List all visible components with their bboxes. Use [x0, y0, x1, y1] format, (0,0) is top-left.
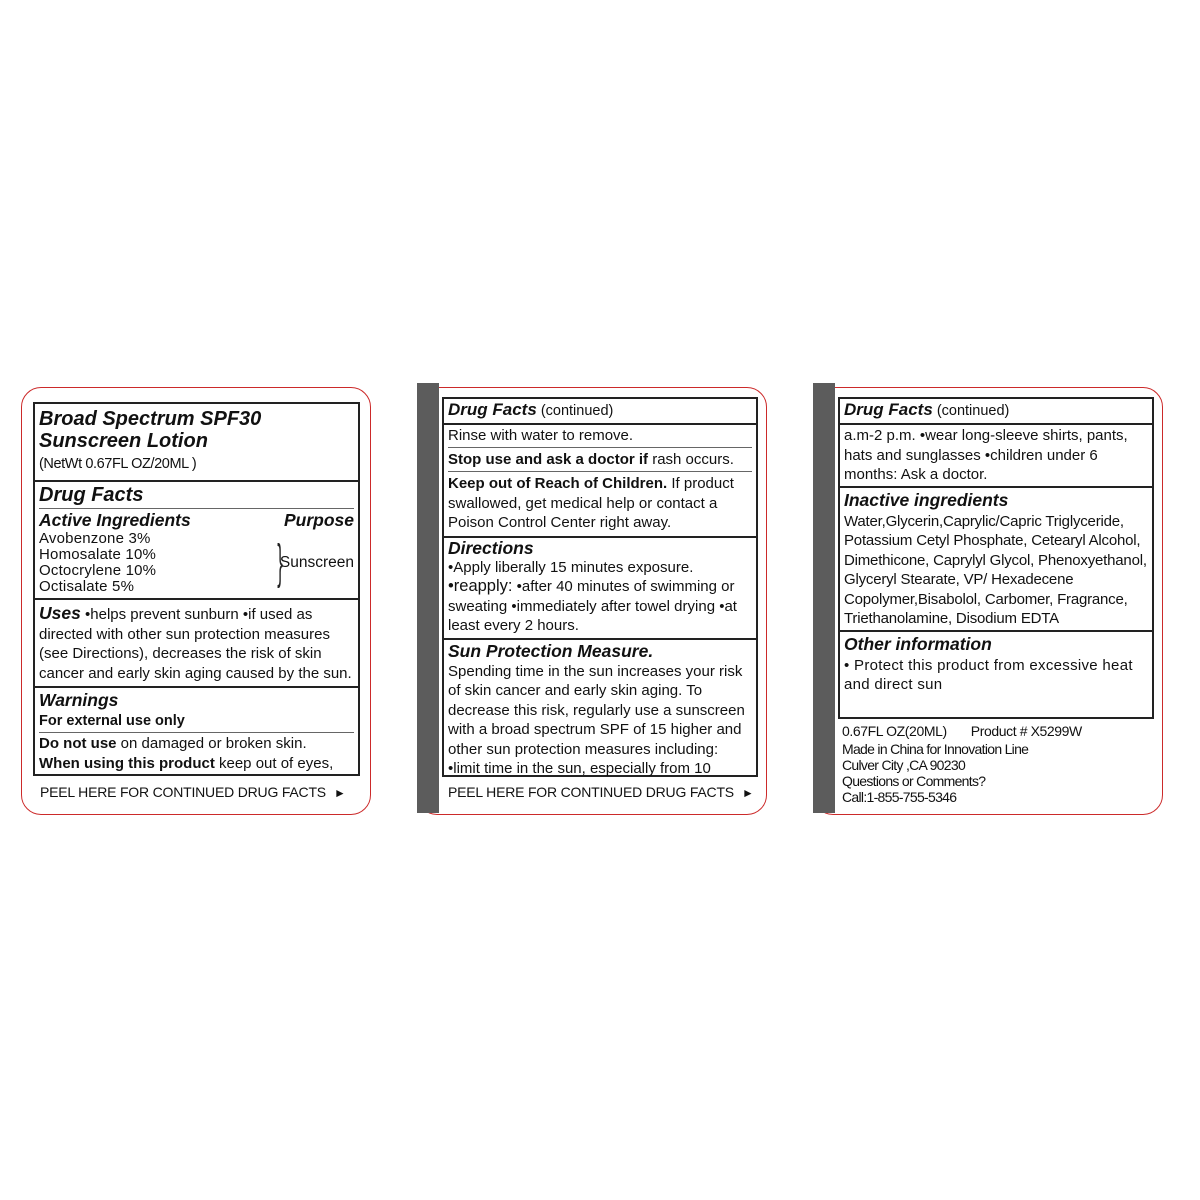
purpose-value: Sunscreen — [279, 554, 354, 571]
directions-line: •Apply liberally 15 minutes exposure. — [448, 558, 694, 576]
drug-facts-heading: Drug Facts — [448, 400, 537, 419]
ingredient-item: Homosalate 10% — [39, 546, 157, 563]
purpose-heading: Purpose — [283, 510, 354, 530]
drug-facts-box — [442, 397, 758, 777]
arrow-right-icon: ► — [741, 786, 754, 800]
product-title-section — [35, 404, 358, 482]
do-not-use-text: on damaged or broken skin. — [116, 735, 307, 752]
peel-text: PEEL HERE FOR CONTINUED DRUG FACTS — [448, 784, 734, 800]
net-weight: (NetWt 0.67FL OZ/20ML ) — [39, 456, 197, 472]
reapply-text: •after 40 minutes of swimming or sweating •immediately after towel drying •at least every 2 hours. — [448, 578, 737, 634]
reapply-label: •reapply: — [448, 577, 513, 595]
product-number: Product # X5299W — [970, 723, 1082, 739]
net-size: 0.67FL OZ(20ML) — [842, 723, 947, 739]
continued-text: a.m-2 p.m. •wear long-sleeve shirts, pants, hats and sunglasses •children under 6 months: Ask a doctor. — [844, 427, 1128, 483]
drug-facts-section — [35, 482, 358, 509]
active-ingredients-heading: Active Ingredients — [39, 510, 191, 530]
other-information-text: • Protect this product from excessive heat and direct sun — [844, 656, 1133, 693]
product-title-line1: Broad Spectrum SPF30 — [39, 408, 262, 430]
brace-icon: } — [277, 536, 283, 589]
stop-use-label: Stop use and ask a doctor if — [448, 450, 649, 468]
warnings-continued-section — [444, 425, 756, 538]
inactive-ingredients-heading: Inactive ingredients — [844, 489, 1009, 510]
sun-protection-continued — [840, 425, 1152, 488]
warnings-section — [35, 688, 358, 773]
gray-strip — [417, 383, 439, 813]
other-information-section — [840, 632, 1152, 695]
do-not-use-label: Do not use — [39, 735, 117, 752]
directions-heading: Directions — [448, 537, 534, 558]
uses-heading: Uses — [39, 603, 81, 623]
continued-label: (continued) — [536, 403, 614, 419]
warnings-heading: Warnings — [39, 690, 119, 710]
uses-text: •helps prevent sunburn •if used as directed with other sun protection measures (see Directions), decreases the risk of skin cancer and early skin aging caused by the sun. — [39, 606, 352, 682]
manufacturer-info — [842, 723, 1082, 805]
when-using-label: When using this product — [39, 754, 215, 772]
active-ingredients-section — [35, 509, 358, 600]
peel-text: PEEL HERE FOR CONTINUED DRUG FACTS — [40, 784, 326, 800]
stop-use-text: rash occurs. — [648, 450, 734, 468]
rinse-text: Rinse with water to remove. — [448, 425, 752, 448]
ingredient-list — [39, 531, 272, 595]
gray-strip — [813, 383, 835, 813]
directions-section — [444, 538, 756, 640]
questions-text: Questions or Comments? — [842, 773, 986, 789]
drug-facts-box — [838, 397, 1154, 719]
label-panel-continued-1 — [417, 387, 767, 815]
keep-out-label: Keep out of Reach of Children. — [448, 475, 668, 492]
city-text: Culver City ,CA 90230 — [842, 757, 966, 773]
arrow-right-icon: ► — [333, 786, 346, 800]
drug-facts-heading: Drug Facts — [39, 482, 354, 509]
when-using-text: keep out of eyes, — [214, 754, 334, 772]
continued-header — [444, 399, 756, 425]
external-use-text: For external use only — [39, 713, 185, 729]
peel-here-tab[interactable] — [40, 784, 346, 800]
made-in-text: Made in China for Innovation Line — [842, 741, 1029, 757]
peel-here-tab[interactable] — [448, 784, 754, 800]
continued-label: (continued) — [932, 403, 1010, 419]
drug-facts-heading: Drug Facts — [844, 400, 933, 419]
continued-header — [840, 399, 1152, 425]
product-title-line2: Sunscreen Lotion — [39, 430, 208, 452]
drug-facts-box — [33, 402, 360, 776]
sun-protection-heading: Sun Protection Measure. — [448, 640, 654, 661]
keep-out-text: If product swallowed, get medical help or contact a Poison Control Center right away. — [448, 475, 734, 531]
phone-number: Call:1-855-755-5346 — [842, 789, 957, 805]
ingredient-item: Avobenzone 3% — [39, 530, 151, 547]
ingredient-item: Octisalate 5% — [39, 578, 135, 595]
label-panel-front — [21, 387, 371, 815]
inactive-ingredients-section — [840, 488, 1152, 632]
sun-protection-text: Spending time in the sun increases your risk of skin cancer and early skin aging. To decrease this risk, regularly use a sunscreen with a broad spectrum SPF of 15 higher and other sun protection measures including: •limit time in the sun, especially from 10 — [448, 662, 745, 777]
uses-section — [35, 600, 358, 688]
label-panel-continued-2 — [813, 387, 1163, 815]
other-information-heading: Other information — [844, 633, 992, 654]
ingredient-item: Octocrylene 10% — [39, 562, 157, 579]
inactive-ingredients-text: Water,Glycerin,Caprylic/Capric Triglyceride, Potassium Cetyl Phosphate, Cetearyl Alcohol, Dimethicone, Caprylyl Glycol, Phenoxyethanol, Glyceryl Stearate, VP/ Hexadecene Copolymer,Bisabolol, Carbomer, Fragrance, Triethanolamine, Disodium EDTA — [844, 512, 1147, 627]
sun-protection-section — [444, 640, 756, 779]
